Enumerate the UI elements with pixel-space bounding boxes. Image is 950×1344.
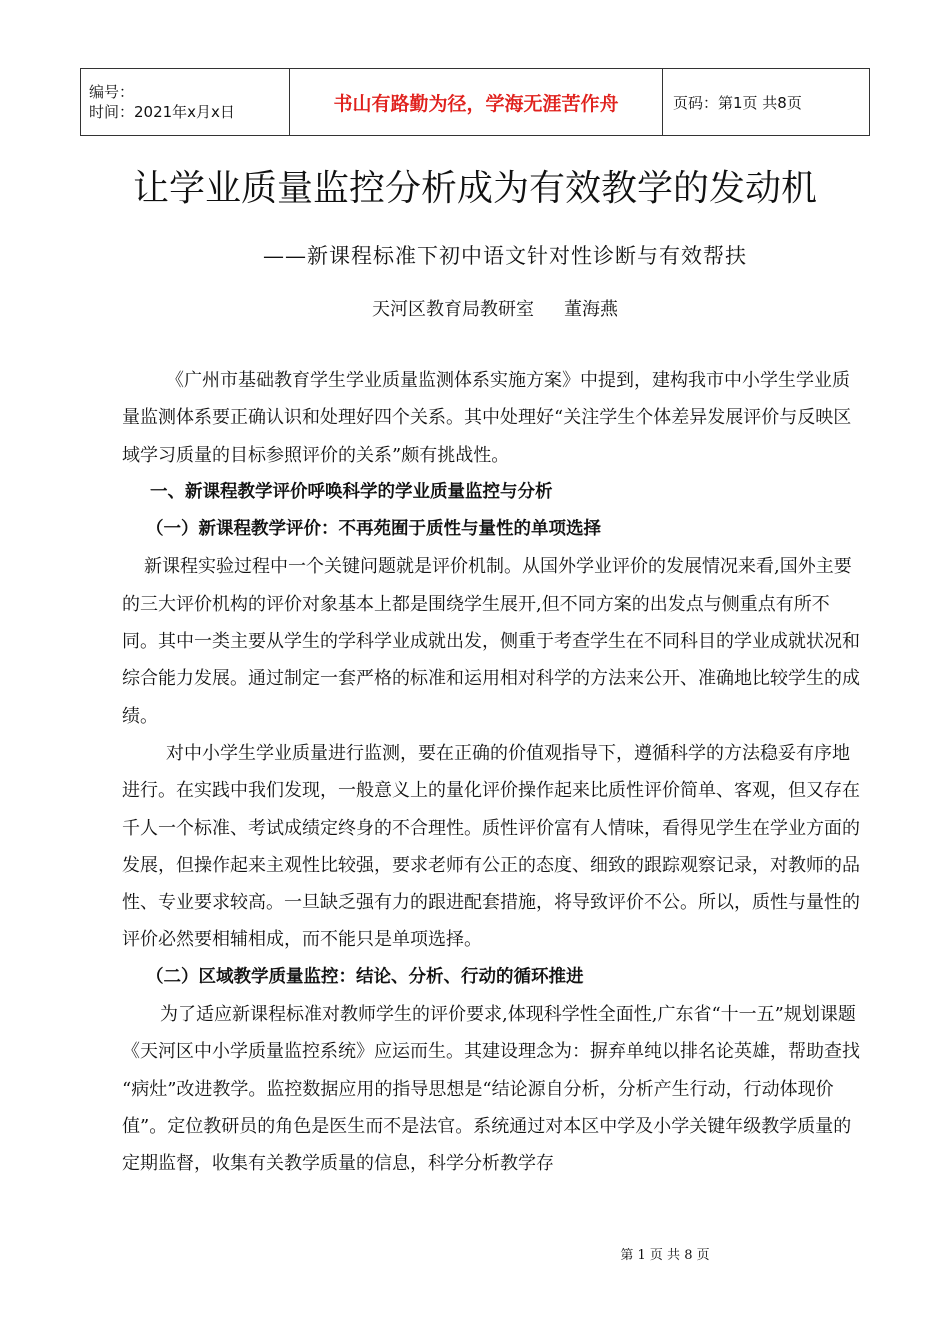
header-meta bbox=[81, 69, 290, 136]
subsection-heading-1: （一）新课程教学评价：不再苑囿于质性与量性的单项选择 bbox=[146, 519, 601, 540]
paragraph-system: 为了适应新课程标准对教师学生的评价要求,体现科学性全面性,广东省“十一五”规划课题《天河区中小学质量监控系统》应运而生。其建设理念为：摒弃单纯以排名论英雄，帮助查找 “病灶”改进教学。监控数据应用的指导思想是“结论源自分析，分析产生行动，行动体现价值”。定位教研员的角色是医生而不是法官。系统通过对本区中学及小学关键年级教学质量的定期监督，收集有关教学质量的信息，科学分析教学存 bbox=[122, 1004, 860, 1175]
subsection-heading-2: （二）区域教学质量监控：结论、分析、行动的循环推进 bbox=[146, 966, 584, 987]
paragraph-intro: 《广州市基础教育学生学业质量监测体系实施方案》中提到，建构我市中小学生学业质量监测体系要正确认识和处理好四个关系。其中处理好“关注学生个体差异发展评价与反映区域学习质量的目标参照评价的关系”颇有挑战性。 bbox=[122, 370, 852, 466]
author-organization: 天河区教育局教研室 bbox=[372, 299, 534, 320]
author-name: 董海燕 bbox=[564, 299, 618, 320]
document-date: 时间：2021年x月x日 bbox=[89, 103, 235, 121]
header-motto: 书山有路勤为径，学海无涯苦作舟 bbox=[290, 69, 663, 136]
document-body bbox=[122, 362, 862, 1183]
section-heading-1: 一、新课程教学评价呼唤科学的学业质量监控与分析 bbox=[150, 481, 553, 502]
header-page-info: 页码：第1页 共8页 bbox=[663, 69, 870, 136]
document-number-label: 编号： bbox=[89, 83, 135, 101]
document-title: 让学业质量监控分析成为有效教学的发动机 bbox=[132, 168, 817, 209]
header-table bbox=[80, 68, 870, 136]
paragraph-evaluation: 新课程实验过程中一个关键问题就是评价机制。从国外学业评价的发展情况来看,国外主要的三大评价机构的评价对象基本上都是围绕学生展开,但不同方案的出发点与侧重点有所不同。其中一类主要从学生的学科学业成就出发，侧重于考查学生在不同科目的学业成就状况和综合能力发展。通过制定一套严格的标准和运用相对科学的方法来公开、准确地比较学生的成绩。 bbox=[122, 556, 860, 727]
page-footer: 第 1 页 共 8 页 bbox=[620, 1248, 710, 1263]
document-subtitle: ——新课程标准下初中语文针对性诊断与有效帮扶 bbox=[263, 244, 747, 268]
paragraph-monitoring: 对中小学生学业质量进行监测，要在正确的价值观指导下，遵循科学的方法稳妥有序地进行。在实践中我们发现，一般意义上的量化评价操作起来比质性评价简单、客观，但又存在千人一个标准、考试成绩定终身的不合理性。质性评价富有人情味，看得见学生在学业方面的发展，但操作起来主观性比较强，要求老师有公正的态度、细致的跟踪观察记录，对教师的品性、专业要求较高。一旦缺乏强有力的跟进配套措施，将导致评价不公。所以，质性与量性的评价必然要相辅相成，而不能只是单项选择。 bbox=[122, 742, 860, 951]
author-line bbox=[0, 295, 950, 321]
